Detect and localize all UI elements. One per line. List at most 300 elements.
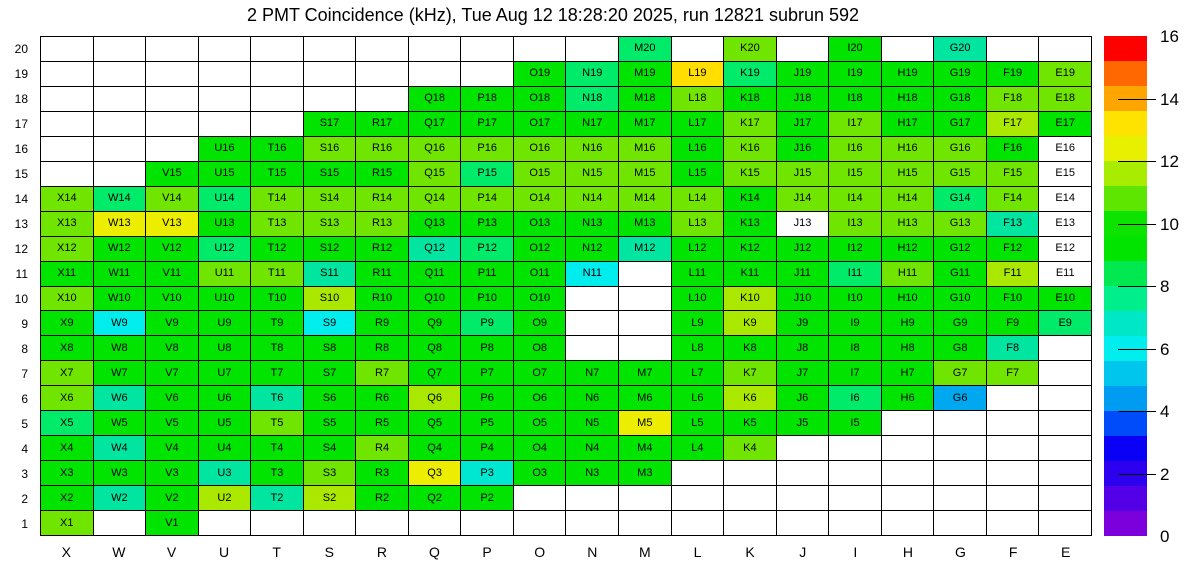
heatmap-cell: K8 xyxy=(724,336,777,361)
heatmap-cell: O7 xyxy=(514,361,567,386)
heatmap-cell xyxy=(94,37,147,62)
heatmap-cell: R5 xyxy=(356,411,409,436)
heatmap-cell: S11 xyxy=(304,262,357,287)
heatmap-cell: K11 xyxy=(724,262,777,287)
heatmap-cell: L13 xyxy=(672,212,725,237)
heatmap-cell: L11 xyxy=(672,262,725,287)
heatmap-cell: X3 xyxy=(41,461,94,486)
heatmap-cell xyxy=(41,137,94,162)
heatmap-cell: H12 xyxy=(882,237,935,262)
heatmap-cell: R9 xyxy=(356,311,409,336)
heatmap-cell: M20 xyxy=(619,37,672,62)
heatmap-cell: T13 xyxy=(251,212,304,237)
heatmap-cell xyxy=(1039,386,1092,411)
heatmap-cell: H10 xyxy=(882,287,935,312)
heatmap-cell: O11 xyxy=(514,262,567,287)
heatmap-cell: E16 xyxy=(1039,137,1092,162)
heatmap-cell xyxy=(829,511,882,536)
heatmap-cell: F7 xyxy=(987,361,1040,386)
col-label: L xyxy=(693,544,702,560)
heatmap-cell xyxy=(356,37,409,62)
heatmap-cell: X2 xyxy=(41,486,94,511)
col-label: X xyxy=(61,544,71,560)
heatmap-cell: F8 xyxy=(987,336,1040,361)
heatmap-cell: I12 xyxy=(829,237,882,262)
heatmap-cell: H8 xyxy=(882,336,935,361)
row-label: 15 xyxy=(14,166,28,181)
heatmap-cell: V14 xyxy=(146,187,199,212)
heatmap-cell: M5 xyxy=(619,411,672,436)
heatmap-cell xyxy=(199,87,252,112)
colorbar-band xyxy=(1104,261,1147,286)
heatmap-cell: L9 xyxy=(672,311,725,336)
heatmap-cell: M19 xyxy=(619,62,672,87)
heatmap-cell: O14 xyxy=(514,187,567,212)
col-label: G xyxy=(955,544,966,560)
heatmap-cell: K10 xyxy=(724,287,777,312)
heatmap-cell: I8 xyxy=(829,336,882,361)
heatmap-cell xyxy=(199,37,252,62)
heatmap-cell: Q4 xyxy=(409,436,462,461)
heatmap-cell: V11 xyxy=(146,262,199,287)
row-label: 18 xyxy=(14,91,28,106)
heatmap-cell: S16 xyxy=(304,137,357,162)
heatmap-cell xyxy=(566,486,619,511)
heatmap-cell: N12 xyxy=(566,237,619,262)
heatmap-cell: E15 xyxy=(1039,162,1092,187)
col-label: M xyxy=(639,544,651,560)
heatmap-cell: V5 xyxy=(146,411,199,436)
row-label: 7 xyxy=(21,366,28,381)
heatmap-cell: U14 xyxy=(199,187,252,212)
heatmap-cell: S17 xyxy=(304,112,357,137)
colorbar-tick xyxy=(1118,224,1156,225)
col-label: K xyxy=(745,544,755,560)
heatmap-cell xyxy=(94,137,147,162)
heatmap-cell: U8 xyxy=(199,336,252,361)
heatmap-cell: J7 xyxy=(777,361,830,386)
heatmap-cell: P14 xyxy=(461,187,514,212)
heatmap-cell xyxy=(777,486,830,511)
heatmap-cell xyxy=(619,287,672,312)
heatmap-cell: M6 xyxy=(619,386,672,411)
colorbar-band xyxy=(1104,111,1147,136)
heatmap-cell: J16 xyxy=(777,137,830,162)
heatmap-cell: G17 xyxy=(934,112,987,137)
heatmap-cell: G20 xyxy=(934,37,987,62)
heatmap-cell: G12 xyxy=(934,237,987,262)
colorbar-band xyxy=(1104,411,1147,436)
heatmap-cell: L17 xyxy=(672,112,725,137)
heatmap-cell xyxy=(934,411,987,436)
heatmap-cell xyxy=(619,336,672,361)
col-label: R xyxy=(376,544,387,560)
row-label: 2 xyxy=(21,491,28,506)
colorbar-tick-label: 10 xyxy=(1160,214,1179,234)
heatmap-cell xyxy=(724,511,777,536)
heatmap-cell: R3 xyxy=(356,461,409,486)
heatmap-cell: J8 xyxy=(777,336,830,361)
heatmap-cell: V13 xyxy=(146,212,199,237)
heatmap-cell: K13 xyxy=(724,212,777,237)
heatmap-cell: R10 xyxy=(356,287,409,312)
heatmap-cell: W5 xyxy=(94,411,147,436)
heatmap-cell: O13 xyxy=(514,212,567,237)
heatmap-cell xyxy=(619,262,672,287)
colorbar-band xyxy=(1104,61,1147,86)
heatmap-cell: S10 xyxy=(304,287,357,312)
colorbar xyxy=(1104,27,1179,546)
heatmap-cell: X14 xyxy=(41,187,94,212)
heatmap-cell: F12 xyxy=(987,237,1040,262)
heatmap-cell xyxy=(934,461,987,486)
heatmap-cell xyxy=(146,112,199,137)
colorbar-tick-label: 6 xyxy=(1160,339,1170,359)
colorbar-tick xyxy=(1118,349,1156,350)
heatmap-cell: K16 xyxy=(724,137,777,162)
colorbar-band xyxy=(1104,186,1147,211)
heatmap-cell: L18 xyxy=(672,87,725,112)
heatmap-cell: Q7 xyxy=(409,361,462,386)
heatmap-cell: H6 xyxy=(882,386,935,411)
heatmap-cell: K6 xyxy=(724,386,777,411)
heatmap-cell: N6 xyxy=(566,386,619,411)
heatmap-cell xyxy=(41,87,94,112)
heatmap-cell xyxy=(304,511,357,536)
row-label: 12 xyxy=(14,241,28,256)
heatmap-cell: U10 xyxy=(199,287,252,312)
heatmap-cell: S14 xyxy=(304,187,357,212)
heatmap-cell: T16 xyxy=(251,137,304,162)
heatmap-cell: J19 xyxy=(777,62,830,87)
heatmap-cell: P12 xyxy=(461,237,514,262)
heatmap-cell: P6 xyxy=(461,386,514,411)
col-label: N xyxy=(587,544,598,560)
heatmap-cell xyxy=(672,486,725,511)
heatmap-cell: Q8 xyxy=(409,336,462,361)
heatmap-cell xyxy=(987,486,1040,511)
col-label: S xyxy=(324,544,334,560)
heatmap-cell xyxy=(461,511,514,536)
heatmap-cell xyxy=(724,461,777,486)
heatmap-cell: U2 xyxy=(199,486,252,511)
heatmap-cell: E13 xyxy=(1039,212,1092,237)
col-axis xyxy=(40,540,1092,562)
colorbar-band xyxy=(1104,436,1147,461)
heatmap-cell: X10 xyxy=(41,287,94,312)
heatmap-cell: L14 xyxy=(672,187,725,212)
heatmap-cell: E12 xyxy=(1039,237,1092,262)
heatmap-cell: M4 xyxy=(619,436,672,461)
heatmap-cell: W7 xyxy=(94,361,147,386)
heatmap-cell xyxy=(514,37,567,62)
heatmap-cell: L15 xyxy=(672,162,725,187)
heatmap-cell: S6 xyxy=(304,386,357,411)
heatmap-cell: I11 xyxy=(829,262,882,287)
heatmap-cell: M14 xyxy=(619,187,672,212)
heatmap-cell: L4 xyxy=(672,436,725,461)
heatmap-cell xyxy=(1039,361,1092,386)
heatmap-cell: W14 xyxy=(94,187,147,212)
heatmap-cell: H13 xyxy=(882,212,935,237)
heatmap-cell: T8 xyxy=(251,336,304,361)
heatmap-cell xyxy=(724,486,777,511)
heatmap-cell: Q15 xyxy=(409,162,462,187)
heatmap-cell: Q11 xyxy=(409,262,462,287)
heatmap-cell: W13 xyxy=(94,212,147,237)
heatmap-cell: P8 xyxy=(461,336,514,361)
heatmap-cell xyxy=(304,62,357,87)
heatmap-cell: M3 xyxy=(619,461,672,486)
heatmap-cell: R4 xyxy=(356,436,409,461)
heatmap-cell xyxy=(199,112,252,137)
heatmap-cell: J13 xyxy=(777,212,830,237)
colorbar-tick-label: 4 xyxy=(1160,402,1170,421)
heatmap-cell: I16 xyxy=(829,137,882,162)
heatmap-cell xyxy=(672,37,725,62)
heatmap-cell: G6 xyxy=(934,386,987,411)
heatmap-cell: J12 xyxy=(777,237,830,262)
heatmap-cell: L16 xyxy=(672,137,725,162)
heatmap-cell: W8 xyxy=(94,336,147,361)
heatmap-cell: Q16 xyxy=(409,137,462,162)
heatmap-cell: L12 xyxy=(672,237,725,262)
heatmap-cell: N14 xyxy=(566,187,619,212)
heatmap-cell: Q3 xyxy=(409,461,462,486)
heatmap-cell xyxy=(251,112,304,137)
heatmap-cell: G13 xyxy=(934,212,987,237)
heatmap-cell xyxy=(882,37,935,62)
heatmap-cell xyxy=(356,511,409,536)
heatmap-cell xyxy=(566,287,619,312)
heatmap-cell: N4 xyxy=(566,436,619,461)
heatmap-cell: Q10 xyxy=(409,287,462,312)
heatmap-cell xyxy=(146,87,199,112)
row-label: 14 xyxy=(14,191,28,206)
heatmap-cell: F10 xyxy=(987,287,1040,312)
heatmap-cell: L10 xyxy=(672,287,725,312)
heatmap-cell: N7 xyxy=(566,361,619,386)
heatmap-cell: N17 xyxy=(566,112,619,137)
heatmap-cell: N16 xyxy=(566,137,619,162)
heatmap-cell xyxy=(777,436,830,461)
heatmap-cell: X9 xyxy=(41,311,94,336)
heatmap-cell: F11 xyxy=(987,262,1040,287)
heatmap-cell: J10 xyxy=(777,287,830,312)
colorbar-tick-label: 0 xyxy=(1160,527,1170,546)
heatmap-cell: J17 xyxy=(777,112,830,137)
heatmap-cell: J15 xyxy=(777,162,830,187)
heatmap-cell: G15 xyxy=(934,162,987,187)
heatmap-cell xyxy=(987,37,1040,62)
heatmap-cell: K19 xyxy=(724,62,777,87)
heatmap-cell xyxy=(672,461,725,486)
heatmap-cell: P7 xyxy=(461,361,514,386)
heatmap-cell: R7 xyxy=(356,361,409,386)
heatmap-cell: V10 xyxy=(146,287,199,312)
heatmap-cell: O5 xyxy=(514,411,567,436)
colorbar-tick-label: 2 xyxy=(1160,464,1170,484)
colorbar-tick-label: 8 xyxy=(1160,277,1170,296)
heatmap-cell: G9 xyxy=(934,311,987,336)
heatmap-cell: O8 xyxy=(514,336,567,361)
heatmap-cell: V7 xyxy=(146,361,199,386)
colorbar-tick-label: 14 xyxy=(1160,89,1179,109)
heatmap-cell xyxy=(199,62,252,87)
row-label: 16 xyxy=(14,141,28,156)
heatmap-cell: O4 xyxy=(514,436,567,461)
heatmap-cell xyxy=(829,436,882,461)
heatmap-cell: U9 xyxy=(199,311,252,336)
row-label: 3 xyxy=(21,466,28,481)
heatmap-cell: V15 xyxy=(146,162,199,187)
heatmap-cell: M16 xyxy=(619,137,672,162)
heatmap-cell: U5 xyxy=(199,411,252,436)
heatmap-cell: Q12 xyxy=(409,237,462,262)
heatmap-cell: N19 xyxy=(566,62,619,87)
col-label: H xyxy=(902,544,913,560)
heatmap-cell xyxy=(934,511,987,536)
heatmap-cell: R16 xyxy=(356,137,409,162)
heatmap-cell: K9 xyxy=(724,311,777,336)
heatmap-cell: O19 xyxy=(514,62,567,87)
row-label: 9 xyxy=(21,316,28,331)
heatmap-cell: M18 xyxy=(619,87,672,112)
heatmap-cell xyxy=(304,87,357,112)
col-label: W xyxy=(112,544,126,560)
heatmap-cell xyxy=(356,62,409,87)
heatmap-cell: T4 xyxy=(251,436,304,461)
heatmap-cell xyxy=(566,311,619,336)
row-label: 4 xyxy=(21,441,28,456)
heatmap-cell: E10 xyxy=(1039,287,1092,312)
heatmap-cell: H17 xyxy=(882,112,935,137)
heatmap-cell: E19 xyxy=(1039,62,1092,87)
colorbar-tick xyxy=(1118,474,1156,475)
heatmap-cell xyxy=(356,87,409,112)
col-label: O xyxy=(534,544,546,560)
heatmap-cell: Q6 xyxy=(409,386,462,411)
row-axis xyxy=(0,36,34,536)
heatmap-cell: S13 xyxy=(304,212,357,237)
heatmap-cell xyxy=(1039,436,1092,461)
heatmap-cell xyxy=(987,411,1040,436)
heatmap-cell: T15 xyxy=(251,162,304,187)
heatmap-cell: X6 xyxy=(41,386,94,411)
heatmap-cell: I5 xyxy=(829,411,882,436)
colorbar-band xyxy=(1104,361,1147,386)
heatmap-cell xyxy=(672,511,725,536)
heatmap-cell xyxy=(1039,486,1092,511)
heatmap-cell: N11 xyxy=(566,262,619,287)
heatmap-cell: I14 xyxy=(829,187,882,212)
heatmap-cell xyxy=(251,37,304,62)
heatmap-cell: O18 xyxy=(514,87,567,112)
heatmap-cell: E11 xyxy=(1039,262,1092,287)
heatmap-cell: X13 xyxy=(41,212,94,237)
heatmap-cell: M17 xyxy=(619,112,672,137)
heatmap-cell: J18 xyxy=(777,87,830,112)
heatmap-cell xyxy=(882,511,935,536)
heatmap-cell xyxy=(41,112,94,137)
col-label: U xyxy=(219,544,230,560)
heatmap-cell xyxy=(461,62,514,87)
heatmap-cell: V8 xyxy=(146,336,199,361)
colorbar-tick xyxy=(1118,286,1156,287)
heatmap-cell xyxy=(777,511,830,536)
colorbar-band xyxy=(1104,236,1147,261)
heatmap-cell: F19 xyxy=(987,62,1040,87)
heatmap-cell xyxy=(251,62,304,87)
heatmap-cell: H16 xyxy=(882,137,935,162)
colorbar-band xyxy=(1104,36,1147,61)
heatmap-cell xyxy=(882,436,935,461)
heatmap-cell: Q2 xyxy=(409,486,462,511)
heatmap-cell xyxy=(619,511,672,536)
heatmap-cell: V4 xyxy=(146,436,199,461)
colorbar-tick xyxy=(1118,161,1156,162)
heatmap-cell xyxy=(566,37,619,62)
heatmap-cell: S3 xyxy=(304,461,357,486)
row-label: 8 xyxy=(21,341,28,356)
heatmap-cell: R12 xyxy=(356,237,409,262)
heatmap-cell: W12 xyxy=(94,237,147,262)
heatmap-cell xyxy=(882,461,935,486)
col-label: Q xyxy=(429,544,440,560)
heatmap-cell: R8 xyxy=(356,336,409,361)
heatmap-cell xyxy=(829,461,882,486)
heatmap-cell: M12 xyxy=(619,237,672,262)
heatmap-cell xyxy=(94,511,147,536)
heatmap-cell: R15 xyxy=(356,162,409,187)
heatmap-cell: K12 xyxy=(724,237,777,262)
heatmap-cell: E9 xyxy=(1039,311,1092,336)
heatmap-cell: X8 xyxy=(41,336,94,361)
heatmap-cell: U3 xyxy=(199,461,252,486)
heatmap-cell xyxy=(882,411,935,436)
heatmap-cell: E18 xyxy=(1039,87,1092,112)
heatmap-cell: R14 xyxy=(356,187,409,212)
heatmap-cell: K18 xyxy=(724,87,777,112)
heatmap-cell: O15 xyxy=(514,162,567,187)
row-label: 5 xyxy=(21,416,28,431)
heatmap-cell: R11 xyxy=(356,262,409,287)
heatmap-cell: J9 xyxy=(777,311,830,336)
heatmap-cell: F15 xyxy=(987,162,1040,187)
heatmap-cell: H19 xyxy=(882,62,935,87)
heatmap-cell: I9 xyxy=(829,311,882,336)
heatmap-cell xyxy=(94,87,147,112)
heatmap-cell: J5 xyxy=(777,411,830,436)
heatmap-cell: N3 xyxy=(566,461,619,486)
heatmap-cell: H15 xyxy=(882,162,935,187)
heatmap-cell: U16 xyxy=(199,137,252,162)
heatmap-cell xyxy=(94,162,147,187)
heatmap-cell: I13 xyxy=(829,212,882,237)
heatmap-cell: S15 xyxy=(304,162,357,187)
heatmap-cell: W9 xyxy=(94,311,147,336)
heatmap-cell: F14 xyxy=(987,187,1040,212)
colorbar-band xyxy=(1104,311,1147,336)
heatmap-cell: T3 xyxy=(251,461,304,486)
heatmap-cell: R13 xyxy=(356,212,409,237)
heatmap-cell: V1 xyxy=(146,511,199,536)
heatmap-cell xyxy=(409,62,462,87)
heatmap-cell: U13 xyxy=(199,212,252,237)
heatmap-cell: H14 xyxy=(882,187,935,212)
heatmap-cell: U7 xyxy=(199,361,252,386)
colorbar-band xyxy=(1104,511,1147,536)
